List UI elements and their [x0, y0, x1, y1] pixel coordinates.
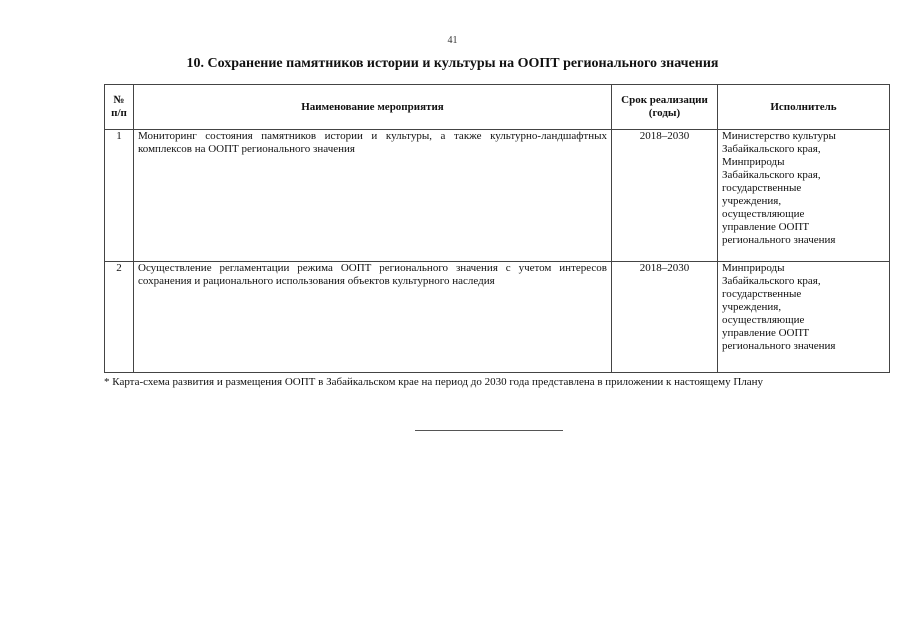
- executor-line: учреждения,: [722, 301, 782, 313]
- executor-line: Забайкальского края,: [722, 143, 821, 155]
- end-divider: [415, 430, 563, 431]
- header-term: Срок реализации (годы): [612, 85, 718, 130]
- executor-line: Минприроды: [722, 262, 785, 274]
- activity-name: Мониторинг состояния памятников истории и культуры, а также культурно-ландшафтных комплексов на ООПТ регионального значения: [134, 130, 612, 262]
- activity-executor: [718, 130, 890, 262]
- header-activity-name: Наименование мероприятия: [134, 85, 612, 130]
- header-number: № п/п: [105, 85, 134, 130]
- header-executor: Исполнитель: [718, 85, 890, 130]
- section-title: 10. Сохранение памятников истории и культуры на ООПТ регионального значения: [186, 56, 719, 71]
- table-header-row: [105, 85, 890, 130]
- executor-line: государственные: [722, 182, 802, 194]
- activity-term: 2018–2030: [612, 130, 718, 262]
- executor-line: Минприроды: [722, 156, 785, 168]
- executor-line: учреждения,: [722, 195, 782, 207]
- activity-term: 2018–2030: [612, 262, 718, 373]
- executor-line: Министерство культуры: [722, 130, 836, 142]
- footnote: * Карта-схема развития и размещения ООПТ в Забайкальском крае на период до 2030 года представлена в приложении к настоящему Плану: [104, 376, 764, 388]
- executor-line: регионального значения: [722, 340, 836, 352]
- executor-line: осуществляющие: [722, 314, 805, 326]
- executor-line: Забайкальского края,: [722, 275, 821, 287]
- executor-line: Забайкальского края,: [722, 169, 821, 181]
- executor-line: управление ООПТ: [722, 327, 810, 339]
- page-number: 41: [447, 35, 458, 46]
- row-number: 1: [105, 130, 134, 262]
- row-number: 2: [105, 262, 134, 373]
- executor-line: регионального значения: [722, 234, 836, 246]
- activity-executor: [718, 262, 890, 373]
- executor-line: государственные: [722, 288, 802, 300]
- activity-name: Осуществление регламентации режима ООПТ регионального значения с учетом интересов сохранения и рационального использования объектов культурного наследия: [134, 262, 612, 373]
- activities-table: [104, 84, 890, 373]
- table-row: [105, 130, 890, 262]
- table-row: [105, 262, 890, 373]
- executor-line: осуществляющие: [722, 208, 805, 220]
- executor-line: управление ООПТ: [722, 221, 810, 233]
